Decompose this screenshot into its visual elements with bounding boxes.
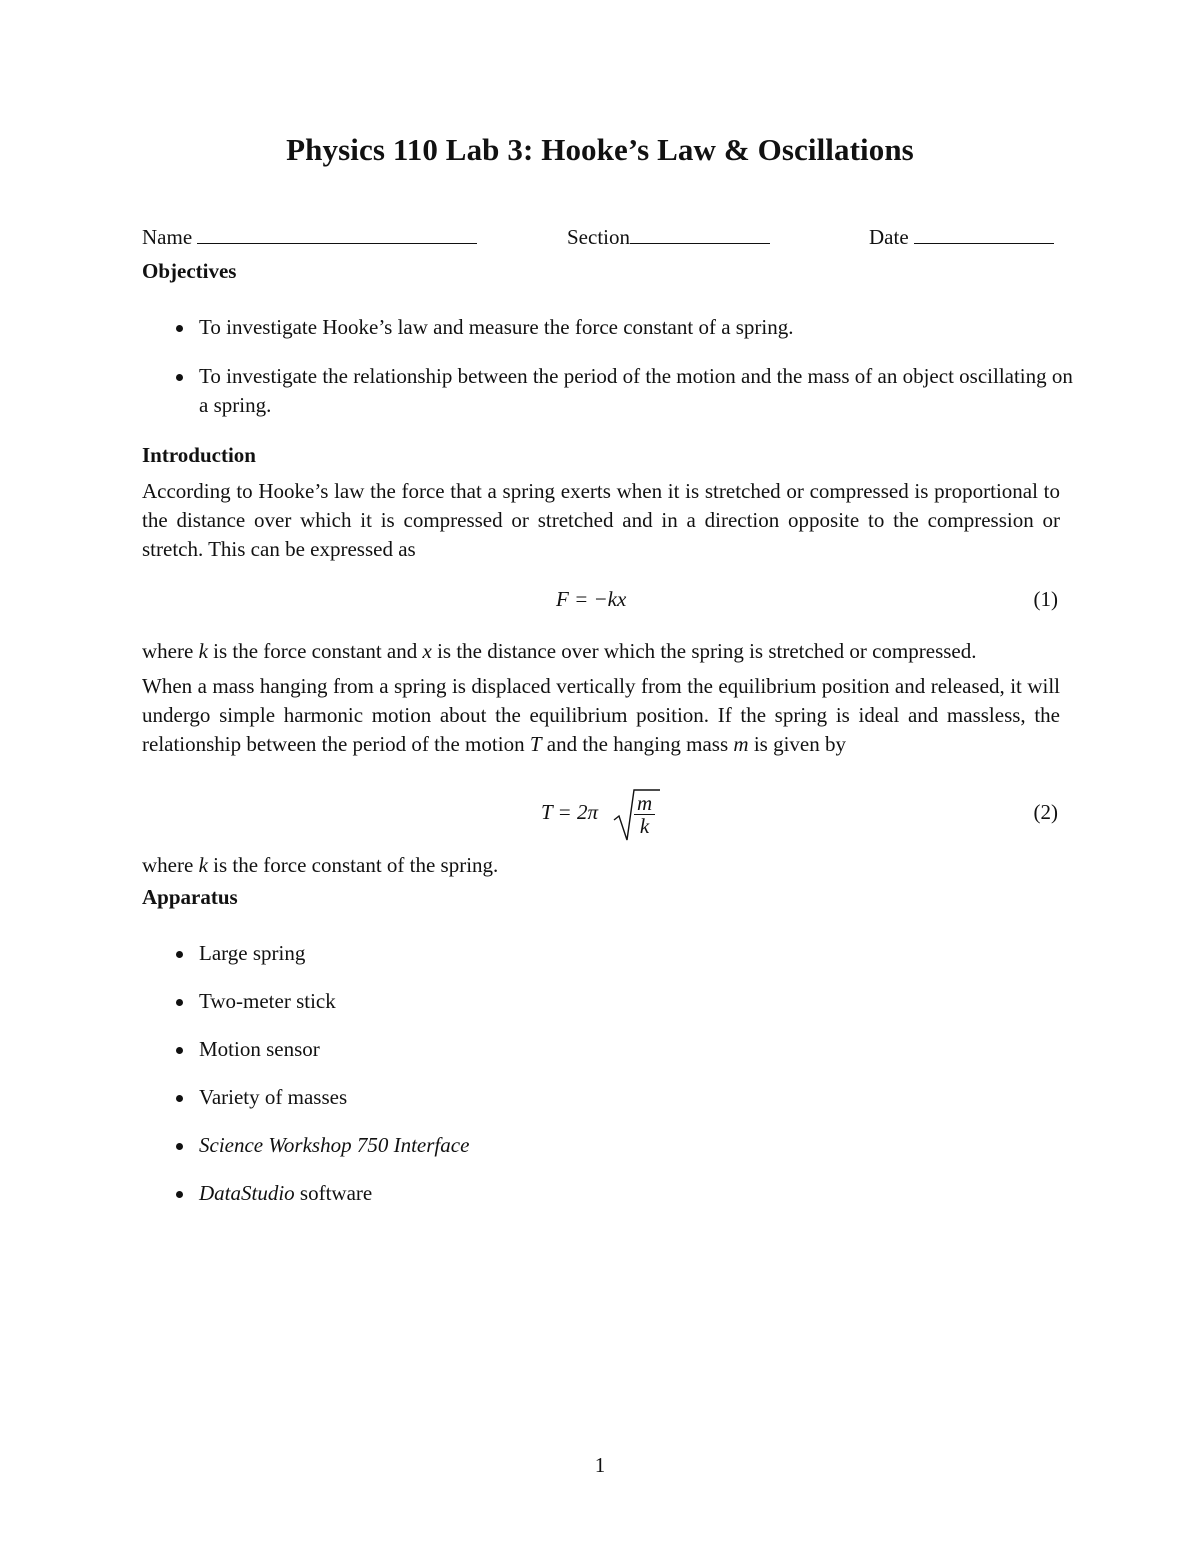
bullet-icon: [176, 325, 183, 332]
list-item: To investigate the relationship between the period of the motion and the mass of an object oscillating on a spring.: [176, 362, 1083, 420]
apparatus-heading: Apparatus: [142, 885, 238, 909]
intro-paragraph-4: where k is the force constant of the spring.: [142, 853, 499, 877]
bullet-icon: [176, 374, 183, 381]
list-item: Motion sensor: [176, 1035, 1083, 1064]
page-title: Physics 110 Lab 3: Hooke’s Law & Oscillations: [286, 132, 914, 167]
fraction-denominator: k: [639, 814, 650, 838]
bullet-icon: [176, 1191, 183, 1198]
list-item: Large spring: [176, 939, 1083, 968]
list-item: DataStudio software: [176, 1179, 1083, 1208]
list-item: Two-meter stick: [176, 987, 1083, 1016]
section-blank[interactable]: [630, 224, 770, 244]
name-blank[interactable]: [197, 224, 477, 244]
date-field[interactable]: [869, 224, 1054, 250]
bullet-icon: [176, 1143, 183, 1150]
fraction-numerator: m: [634, 792, 655, 815]
introduction-heading: Introduction: [142, 443, 256, 467]
equation-2-lhs: T = 2π: [541, 800, 598, 824]
equation-1-expression: F = −kx: [556, 587, 627, 611]
equation-1: [0, 587, 1200, 627]
bullet-icon: [176, 1095, 183, 1102]
intro-paragraph-3: When a mass hanging from a spring is displaced vertically from the equilibrium position and released, it will undergo simple harmonic motion about the equilibrium position. If the spring is ideal and massless, the relationship between the period of the motion T and the hanging mass m is given by: [142, 674, 1060, 756]
bullet-icon: [176, 1047, 183, 1054]
page-number: 1: [594, 1453, 606, 1477]
date-blank[interactable]: [914, 224, 1054, 244]
list-item: To investigate Hooke’s law and measure the force constant of a spring.: [176, 313, 1083, 342]
section-field[interactable]: [567, 224, 770, 250]
name-field[interactable]: [142, 224, 477, 250]
list-item: Science Workshop 750 Interface: [176, 1131, 1083, 1160]
equation-2-number: (2): [1033, 800, 1058, 824]
equation-2-fraction: [634, 792, 655, 837]
intro-paragraph-2: where k is the force constant and x is the distance over which the spring is stretched or compressed.: [142, 639, 977, 663]
bullet-icon: [176, 999, 183, 1006]
intro-paragraph-1: According to Hooke’s law the force that a spring exerts when it is stretched or compressed is proportional to the distance over which it is compressed or stretched and in a direction opposite to the compression or stretch. This can be expressed as: [142, 479, 1060, 561]
date-label: Date: [869, 225, 909, 249]
list-item: Variety of masses: [176, 1083, 1083, 1112]
objectives-heading: Objectives: [142, 259, 237, 283]
section-label: Section: [567, 225, 630, 249]
equation-2: [0, 786, 1200, 846]
bullet-icon: [176, 951, 183, 958]
equation-1-number: (1): [1033, 587, 1058, 611]
name-label: Name: [142, 225, 193, 249]
